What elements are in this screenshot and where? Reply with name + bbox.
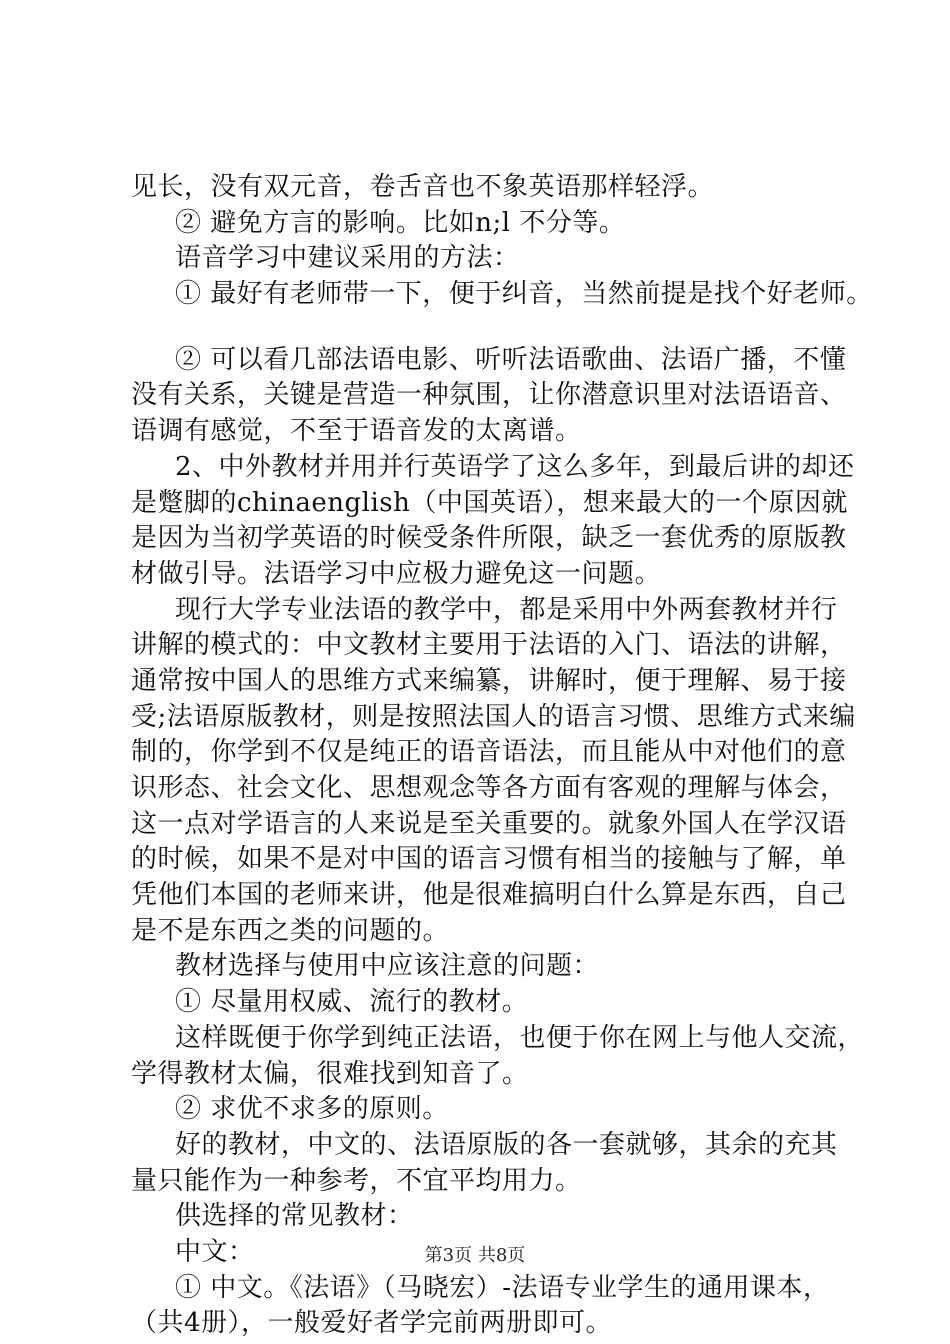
document-body (131, 170, 873, 1342)
text-line: 的时候，如果不是对中国的语言习惯有相当的接触与了解，单 (131, 844, 847, 875)
text-line: 好的教材，中文的、法语原版的各一套就够，其余的充其 (175, 1129, 838, 1160)
text-line: 现行大学专业法语的教学中，都是采用中外两套教材并行 (175, 594, 838, 625)
text-line: 学得教材太偏，很难找到知音了。 (131, 1058, 529, 1089)
text-line: 材做引导。法语学习中应极力避免这一问题。 (131, 558, 662, 589)
text-line: ② 避免方言的影响。比如n;l 不分等。 (175, 207, 626, 238)
text-line: 凭他们本国的老师来讲，他是很难搞明白什么算是东西，自己 (131, 880, 847, 911)
text-line: 这一点对学语言的人来说是至关重要的。就象外国人在学汉语 (131, 808, 847, 839)
text-line: ① 尽量用权威、流行的教材。 (175, 987, 529, 1018)
text-line: 没有关系，关键是营造一种氛围，让你潜意识里对法语语音、 (131, 380, 847, 411)
blank-line (131, 313, 851, 343)
text-line: 语调有感觉，不至于语音发的太离谱。 (131, 416, 582, 447)
text-line: （共4册），一般爱好者学完前两册即可。 (131, 1308, 613, 1339)
text-line: 语音学习中建议采用的方法： (175, 243, 520, 274)
text-line: 通常按中国人的思维方式来编纂，讲解时，便于理解、易于接 (131, 665, 847, 696)
text-line: 中文： (175, 1236, 255, 1267)
text-line: 制的，你学到不仅是纯正的语音语法，而且能从中对他们的意 (131, 737, 847, 768)
text-line: 是不是东西之类的问题的。 (131, 915, 450, 946)
text-line: 是蹩脚的chinaenglish（中国英语），想来最大的一个原因就 (131, 487, 848, 518)
text-line: ② 可以看几部法语电影、听听法语歌曲、法语广播，不懂 (175, 344, 847, 375)
text-line: ② 求优不求多的原则。 (175, 1094, 449, 1125)
text-line: ① 最好有老师带一下，便于纠音，当然前提是找个好老师。 (175, 279, 873, 310)
text-line: 量只能作为一种参考，不宜平均用力。 (131, 1165, 582, 1196)
text-line: 讲解的模式的：中文教材主要用于法语的入门、语法的讲解， (131, 630, 847, 661)
text-line: 识形态、社会文化、思想观念等各方面有客观的理解与体会， (131, 773, 847, 803)
text-line: 是因为当初学英语的时候受条件所限，缺乏一套优秀的原版教 (131, 523, 847, 554)
text-line: ① 中文。《法语》（马晓宏）-法语专业学生的通用课本， (175, 1272, 830, 1303)
text-line: 这样既便于你学到纯正法语，也便于你在网上与他人交流， (175, 1022, 865, 1053)
page-number-footer: 第3页 共8页 (424, 1245, 526, 1266)
text-line: 受;法语原版教材，则是按照法国人的语言习惯、思维方式来编 (131, 701, 856, 732)
text-line: 2、中外教材并用并行英语学了这么多年，到最后讲的却还 (175, 451, 855, 482)
text-line: 教材选择与使用中应该注意的问题： (175, 951, 600, 982)
text-line: 见长，没有双元音，卷舌音也不象英语那样轻浮。 (131, 172, 715, 202)
text-line: 供选择的常见教材： (175, 1201, 414, 1232)
